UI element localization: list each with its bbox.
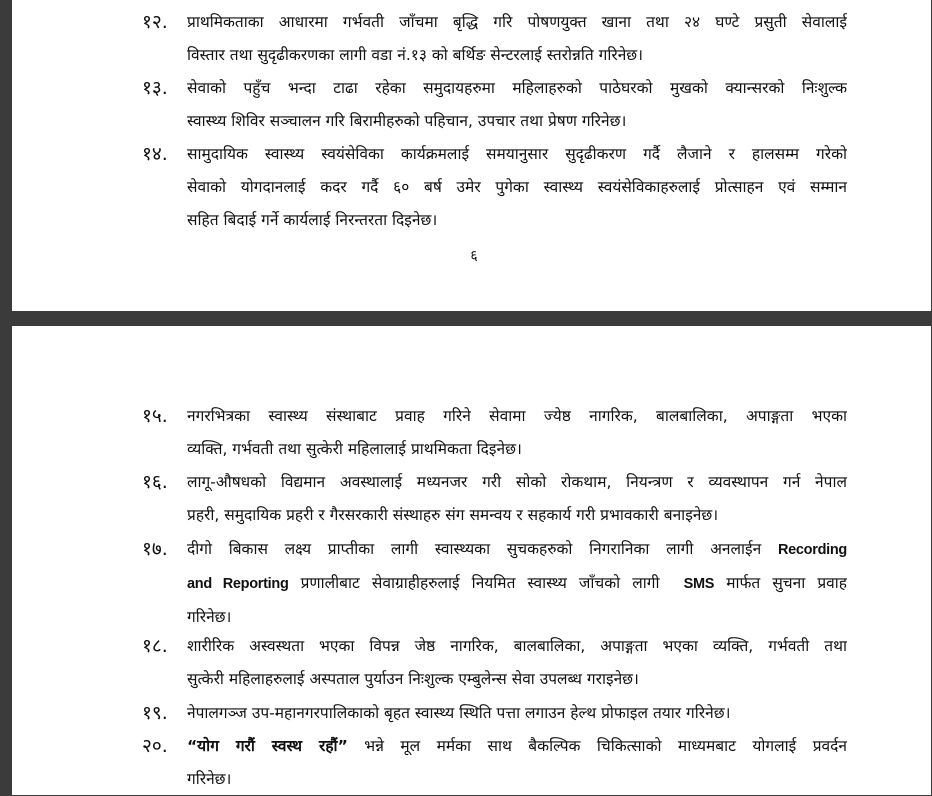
text-line: लागू-औषधको विद्यमान अवस्थालाई मध्यनजर गरी सोको रोकथाम, नियन्त्रण र व्यवस्थापन गर्न नेपाल [187,473,847,491]
text-segment: भन्ने मूल मर्मका साथ बैकल्पिक चिकित्साको माध्यमबाट योगलाई प्रवर्दन [364,737,847,755]
item-number: १५. [142,405,168,427]
text-line: सुत्केरी महिलाहरुलाई अस्पताल पुर्याउन निःशुल्क एम्बुलेन्स सेवा उपलब्ध गराइनेछ। [187,670,639,688]
bold-slogan: “योग गरौं स्वस्थ रहौं” [187,737,348,755]
document-page-bottom [12,326,931,795]
text-line: नेपालगञ्ज उप-महानगरपालिकाको बृहत स्वास्थ्य स्थिति पत्ता लगाउन हेल्थ प्रोफाइल तयार गरिनेछ। [187,704,731,722]
item-text [187,72,847,138]
item-number: १८. [142,635,168,657]
text-line: शारीरिक अस्वस्थता भएका विपन्न जेष्ठ नागरिक, बालबालिका, अपाङ्गता भएका व्यक्ति, गर्भवती तथा [187,637,847,655]
document-page-top [12,0,931,311]
item-number: १३. [142,77,168,99]
item-text [187,6,847,72]
latin-term: SMS [683,576,715,592]
text-line: सेवाको योगदानलाई कदर गर्दै ६० बर्ष उमेर पुगेका स्वास्थ्य स्वयंसेविकाहरुलाई प्रोत्साहन एवं सम्मान [187,178,847,196]
item-number: १६. [142,471,168,493]
text-line: व्यक्ति, गर्भवती तथा सुत्केरी महिलालाई प्राथमिकता दिइनेछ। [187,440,522,458]
item-text [187,730,847,796]
item-text [187,466,847,532]
text-line: सेवाको पहुँच भन्दा टाढा रहेका समुदायहरुमा महिलाहरुको पाठेघरको मुखको क्यान्सरको निःशुल्क [187,79,847,97]
text-line: प्रहरी, समुदायिक प्रहरी र गैरसरकारी संस्थाहरु संग समन्वय र सहकार्य गरी प्रभावकारी बनाइनेछ। [187,506,719,524]
text-line: सामुदायिक स्वास्थ्य स्वयंसेविका कार्यक्रमलाई समयानुसार सुदृढीकरण गर्दै लैजाने र हालसम्म गरेको [187,145,847,163]
item-number: १२. [142,11,168,33]
item-text [187,533,847,634]
item-text [187,138,847,237]
text-segment: प्रणालीबाट सेवाग्राहीहरुलाई नियमित स्वास्थ्य जाँचको लागी [300,574,660,592]
item-text [187,697,847,730]
text-segment: दीगो बिकास लक्ष्य प्राप्तीका लागी स्वास्थ्यका सुचकहरुको निगरानिका लागी अनलाईन [187,540,762,558]
text-line: प्राथमिकताका आधारमा गर्भवती जाँचमा बृद्धि गरि पोषणयुक्त खाना तथा २४ घण्टे प्रसुती सेवालाई [187,13,847,31]
text-line: गरिनेछ। [187,608,232,626]
item-number: २०. [142,735,168,757]
page-number: ६ [470,248,478,264]
text-line: सहित बिदाई गर्ने कार्यलाई निरन्तरता दिइनेछ। [187,211,438,229]
text-line: गरिनेछ। [187,770,232,788]
text-line [187,533,847,567]
item-text [187,400,847,466]
item-number: १९. [142,702,168,724]
text-line [187,730,847,763]
item-number: १४. [142,143,168,165]
text-segment: मार्फत सुचना प्रवाह [726,574,847,592]
item-number: १७. [142,538,168,560]
text-line [187,567,847,601]
latin-term: and Reporting [187,576,289,592]
text-line: स्वास्थ्य शिविर सञ्चालन गरि बिरामीहरुको पहिचान, उपचार तथा प्रेषण गरिनेछ। [187,112,627,130]
text-line: नगरभित्रका स्वास्थ्य संस्थाबाट प्रवाह गरिने सेवामा ज्येष्ठ नागरिक, बालबालिका, अपाङ्गता भएका [187,407,847,425]
latin-term: Recording [777,542,847,558]
text-line: विस्तार तथा सुदृढीकरणका लागी वडा नं.१३ को बर्थिङ सेन्टरलाई स्तरोन्नति गरिनेछ। [187,46,644,64]
item-text [187,630,847,696]
